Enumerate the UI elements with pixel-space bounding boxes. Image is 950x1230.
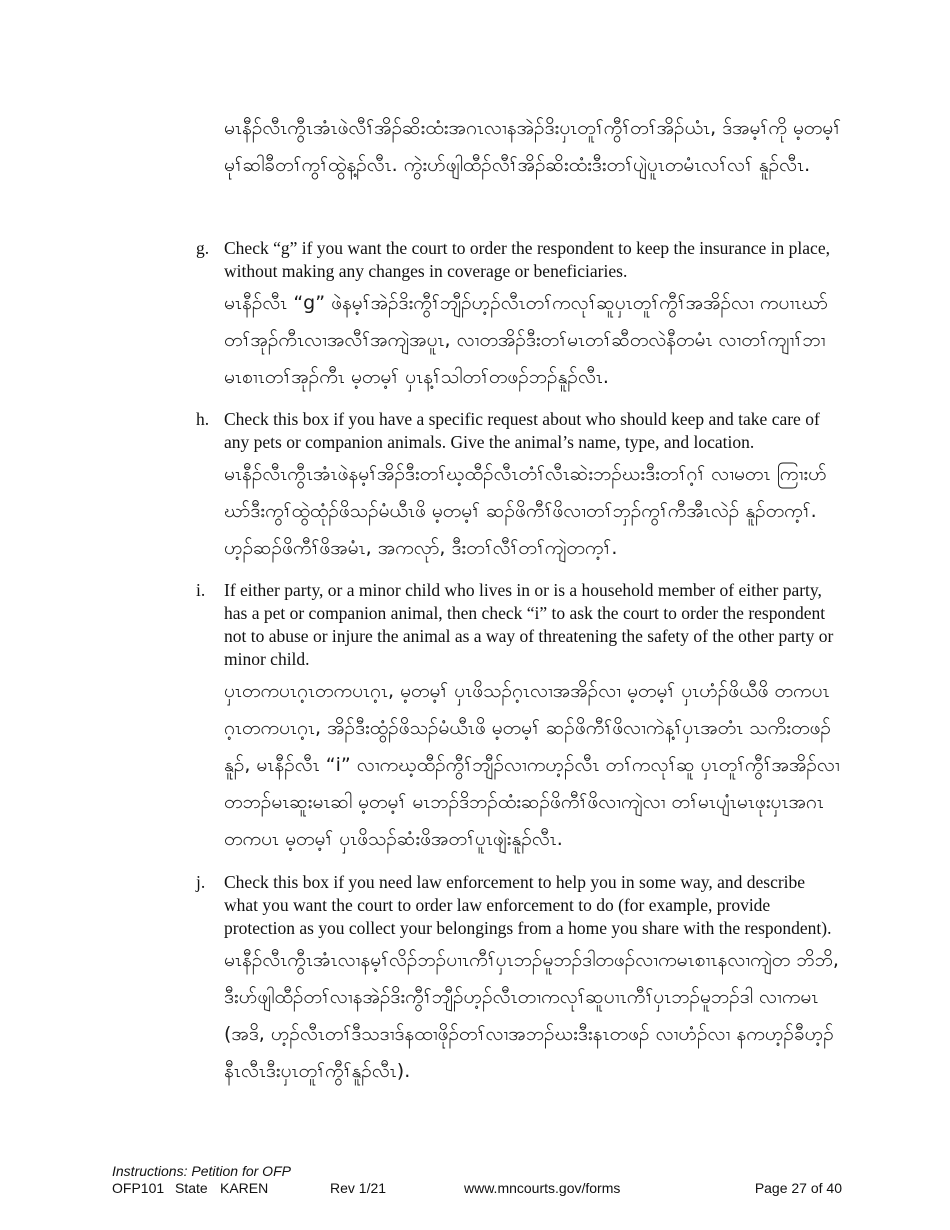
list-item-h: [196, 408, 842, 567]
item-english-text: If either party, or a minor child who lives in or is a household member of either party, has a pet or companion animal, then check “i” to ask the court to order the respondent not to abuse or injure the animal as a way of threatening the safety of the other party or minor child.: [224, 580, 834, 669]
list-item-j: [196, 871, 842, 1090]
item-letter: g.: [196, 238, 210, 258]
item-english-text: Check this box if you need law enforcement to help you in some way, and describe what you want the court to order law enforcement to do (for example, provide protection as you collect your belongings from a home you share with the respondent).: [224, 872, 832, 938]
list-item-i: [196, 579, 842, 858]
footer-language: KAREN: [220, 1180, 269, 1196]
item-karen-text: မၤနီၣ်လီၤ “g” ဖဲနမ့ၢ်အဲၣ်ဒိးကွီၢ်ဘျီၣ်ဟ့ၣ်လီၤတၢ်ကလုၢ်ဆူပှၤတူၢ်ကွီၢ်အအိၣ်လၢ ကပၢၤဃာ်တၢ်အုၣ်ကီၤလၢအလီၢ်အကျဲအပူၤ, လၢတအိၣ်ဒီးတၢ်မၤတၢ်ဆီတလဲနီတမံၤ လၢတၢ်ကျၢၢ်ဘၢမၤစၢၤတၢ်အုၣ်ကီၤ မ့တမ့ၢ် ပှၤန့ၢ်သါတၢ်တဖၣ်ဘၣ်နူၣ်လီၤ.: [224, 292, 828, 388]
intro-karen-paragraph: မၤနီၣ်လီၤကွီၤအံၤဖဲလီၢ်အိၣ်ဆိးထံးအဂၤလၢနအဲၣ်ဒိးပှၤတူၢ်ကွီၢ်တၢ်အိၣ်ယံၤ, ဒ်အမ့ၢ်ကို မ့တမ့ၢ် မုၢ်ဆါခီတၢ်ကွၢ်ထွဲန့ၣ်လီၤ. ကွဲးဟ်ဖျါထီၣ်လီၢ်အိၣ်ဆိးထံးဒီးတၢ်ပျဲပူၤတမံၤလၢ်လၢ် နူၣ်လီၤ.: [224, 117, 842, 176]
footer-website: www.mncourts.gov/forms: [464, 1180, 621, 1196]
item-english-text: Check “g” if you want the court to order the respondent to keep the insurance in place, without making any changes in coverage or beneficiaries.: [224, 238, 830, 281]
item-karen-text: ပှၤတကပၤဂ့ၤတကပၤဂ့ၤ, မ့တမ့ၢ် ပှၤဖိသၣ်ဂ့ၤလၢအအိၣ်လၢ မ့တမ့ၢ် ပှၤဟံၣ်ဖိယီဖိ တကပၤဂ့ၤတကပၤဂ့ၤ, အိၣ်ဒီးထွံၣ်ဖိသၣ်မံယီၤဖိ မ့တမ့ၢ် ဆၣ်ဖိကီၢ်ဖိလၢကဲန့ၢ်ပှၤအတံၤ သကိးတဖၣ်နူၣ်, မၤနီၣ်လီၤ “i” လၢကဃ့ထီၣ်ကွီၢ်ဘျီၣ်လၢကဟ့ၣ်လီၤ တၢ်ကလုၢ်ဆူ ပှၤတူၢ်ကွီၢ်အအိၣ်လၢတဘၣ်မၤဆူးမၤဆါ မ့တမ့ၢ် မၤဘၣ်ဒိဘၣ်ထံးဆၣ်ဖိကီၢ်ဖိလၢကျဲလၢ တၢ်မၤပျံၤမၤဖုးပှၤအဂၤတကပၤ မ့တမ့ၢ် ပှၤဖိသၣ်ဆံးဖိအတၢ်ပူၤဖျဲးနူၣ်လီၤ.: [224, 680, 840, 850]
item-karen-text: မၤနီၣ်လီၤကွီၤအံၤဖဲနမ့ၢ်အိၣ်ဒီးတၢ်ဃ့ထီၣ်လီၤတံၢ်လီၤဆဲးဘၣ်ဃးဒီးတၢ်ဂ့ၢ် လၢမတၤ ကြၢးဟ်ဃာ်ဒီးကွၢ်ထွဲထုံၣ်ဖိသၣ်မံယီၤဖိ မ့တမ့ၢ် ဆၣ်ဖိကီၢ်ဖိလၢတၢ်ဘှၣ်ကွၢ်ကီအီၤလဲၣ် နူၣ်တက့ၢ်. ဟ့ၣ်ဆၣ်ဖိကီၢ်ဖိအမံၤ, အကလုာ်, ဒီးတၢ်လီၢ်တၢ်ကျဲတက့ၢ်.: [224, 463, 827, 559]
item-letter: i.: [196, 580, 206, 600]
footer-page-number: Page 27 of 40: [754, 1180, 842, 1196]
footer-form-code: OFP101: [112, 1180, 165, 1196]
page-footer: [112, 1163, 842, 1197]
item-english-text: Check this box if you have a specific request about who should keep and take care of any pets or companion animals. Give the animal’s name, type, and location.: [224, 409, 820, 452]
list-item-g: [196, 237, 842, 396]
item-karen-text: မၤနီၣ်လီၤကွီၤအံၤလၢနမ့ၢ်လိၣ်ဘၣ်ပၢၤကီၢ်ပှၤဘၣ်မူဘၣ်ဒါတဖၣ်လၢကမၤစၢၤနလၢကျဲတ ဘိဘိ, ဒီးဟ်ဖျါထီၣ်တၢ်လၢနအဲၣ်ဒိးကွီၢ်ဘျီၣ်ဟ့ၣ်လီၤတၢကလုၢ်ဆူပၢၤကီၢ်ပှၤဘၣ်မူဘၣ်ဒါ လၢကမၤ (အဒိ, ဟ့ၣ်လီၤတၢ်ဒီသဒၢဒ်နထၢဖိုၣ်တၢ်လၢအဘၣ်ဃးဒီးနၤတဖၣ် လၢဟံၣ်လၢ နကဟ့ၣ်ခီဟ့ၣ်နီၤလီၤဒီးပှၤတူၢ်ကွီၢ်နူၣ်လီၤ).: [224, 949, 839, 1082]
footer-revision: Rev 1/21: [330, 1180, 387, 1196]
footer-state: State: [175, 1180, 208, 1196]
item-letter: h.: [196, 409, 210, 429]
footer-document-title: Instructions: Petition for OFP: [112, 1163, 291, 1179]
item-letter: j.: [196, 872, 206, 892]
